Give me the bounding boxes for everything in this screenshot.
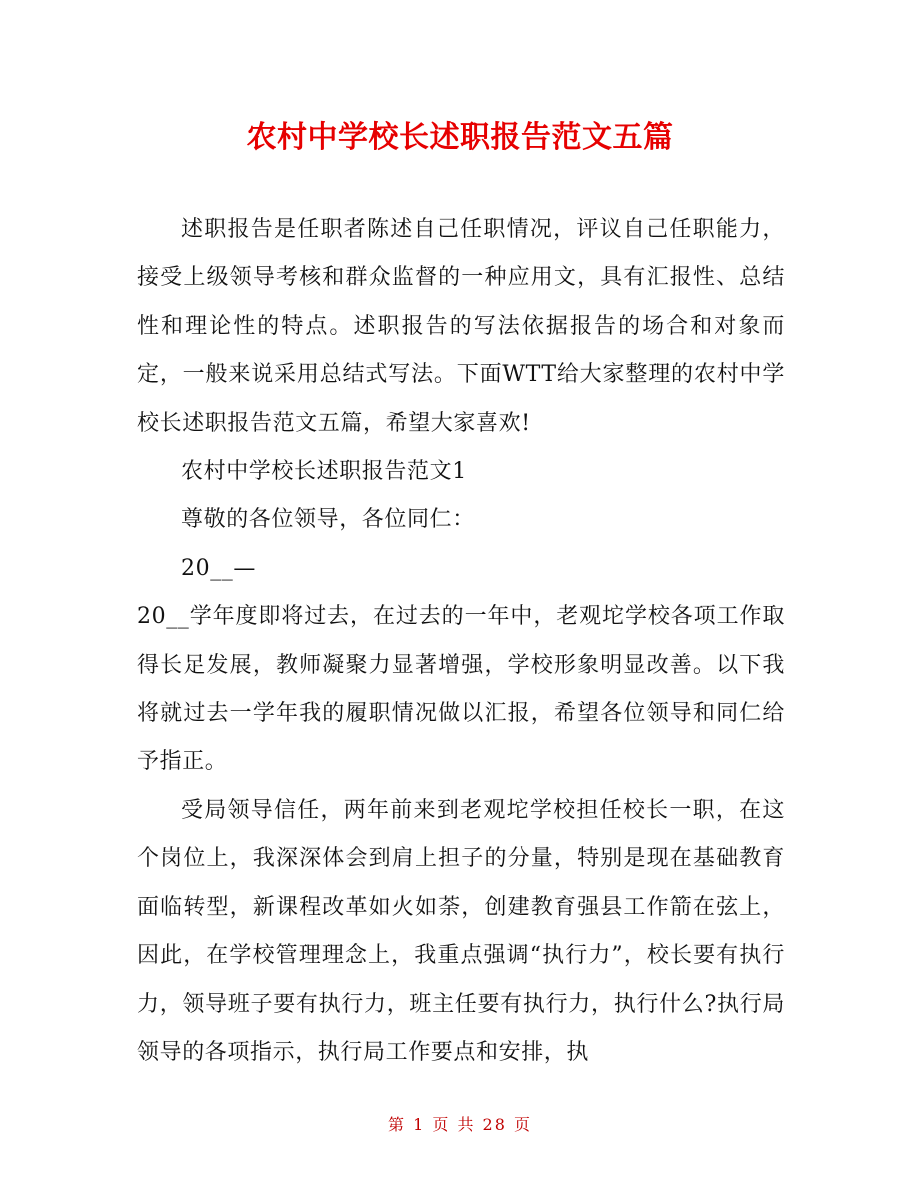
document-title: 农村中学校长述职报告范文五篇: [246, 120, 674, 155]
year-range-line: 20__—: [181, 555, 256, 581]
page-number-footer: 第 1 页 共 28 页: [388, 1115, 532, 1134]
body-paragraph: 20__学年度即将过去，在过去的一年中，老观坨学校各项工作取得长足发展，教师凝聚力显著增强，学校形象明显改善。以下我将就过去一学年我的履职情况做以汇报，希望各位领导和同仁给予指正。: [137, 604, 785, 775]
salutation: 尊敬的各位领导，各位同仁：: [181, 507, 475, 533]
document-body: [137, 206, 785, 1077]
section-heading: 农村中学校长述职报告范文1: [181, 459, 467, 485]
body-paragraph: 受局领导信任，两年前来到老观坨学校担任校长一职，在这个岗位上，我深深体会到肩上担子的分量，特别是现在基础教育面临转型，新课程改革如火如荼，创建教育强县工作箭在弦上，因此，在学校管理理念上，我重点强调“执行力”，校长要有执行力，领导班子要有执行力，班主任要有执行力，执行什么?执行局领导的各项指示，执行局工作要点和安排，执: [137, 797, 785, 1065]
intro-paragraph: 述职报告是任职者陈述自己任职情况，评议自己任职能力，接受上级领导考核和群众监督的一种应用文，具有汇报性、总结性和理论性的特点。述职报告的写法依据报告的场合和对象而定，一般来说采用总结式写法。下面WTT给大家整理的农村中学校长述职报告范文五篇，希望大家喜欢!: [137, 217, 785, 436]
